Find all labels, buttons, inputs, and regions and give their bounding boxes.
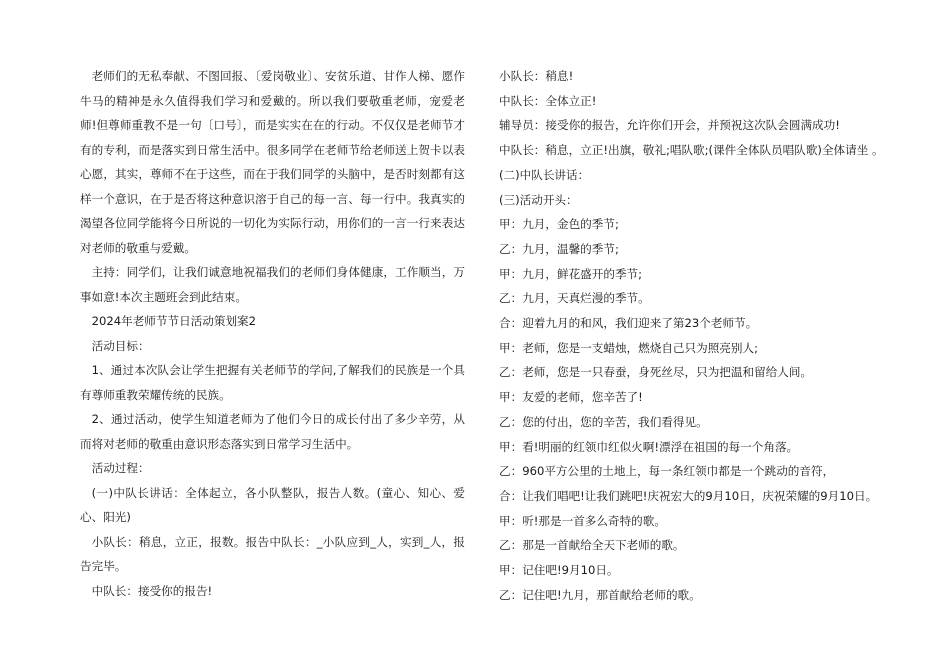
- dialogue-line: 小队长：稍息，立正，报数。报告中队长：_小队应到_人，实到_人，报告完毕。: [80, 534, 465, 573]
- goal-item-2: 2、通过活动，使学生知道老师为了他们今日的成长付出了多少辛劳，从而将对老师的敬重由意识形态落实到日常学习生活中。: [80, 412, 465, 451]
- section-title: 2024年老师节节日活动策划案2: [91, 314, 257, 328]
- dialogue-line: 乙：960平方公里的土地上，每一条红领巾都是一个跳动的音符，: [499, 464, 835, 479]
- dialogue-line: 乙：老师，您是一只春蚕，身死丝尽，只为把温和留给人间。: [499, 365, 813, 380]
- dialogue-line: 中队长：全体立正!: [499, 93, 597, 108]
- paragraph-host-closing: 主持：同学们，让我们诚意地祝福我们的老师们身体健康，工作顺当，万事如意!本次主题班会到此结束。: [80, 265, 465, 304]
- dialogue-line: 辅导员：接受你的报告，允许你们开会，并预祝这次队会圆满成功!: [499, 118, 840, 133]
- left-column: [80, 64, 465, 603]
- paragraph-respect-teachers: 老师们的无私奉献、不图回报、〔爱岗敬业〕、安贫乐道、甘作人梯、愿作牛马的精神是永久值得我们学习和爱戴的。所以我们要敬重老师，宠爱老师!但尊师重教不是一句〔口号〕，而是实实在在的行动。不仅仅是老师节才有的专利，而是落实到日常生活中。很多同学在老师节给老师送上贺卡以表心愿，其实，尊师不在于这些，而在于我们同学的头脑中，是否时刻都有这样一个意识，在于是否将这种意识溶于自己的每一言、每一行中。我真实的渴望各位同学能将今日所说的一切化为实际行动，用你们的一言一行来表达对老师的敬重与爱戴。: [80, 69, 465, 255]
- process-step-1: (一)中队长讲话：全体起立，各小队整队，报告人数。(童心、知心、爱心、阳光): [80, 485, 465, 524]
- process-heading: 活动过程：: [91, 461, 150, 475]
- dialogue-line: 乙：九月，温馨的季节;: [499, 241, 619, 256]
- dialogue-line: 甲：九月，金色的季节;: [499, 217, 619, 232]
- section-heading: (三)活动开头：: [499, 192, 578, 207]
- goal-item-1: 1、通过本次队会让学生把握有关老师节的学问,了解我们的民族是一个具有尊师重教荣耀传统的民族。: [80, 363, 465, 402]
- right-column: [499, 64, 884, 607]
- dialogue-line: 甲：九月，鲜花盛开的季节;: [499, 266, 643, 281]
- dialogue-line: 乙：您的付出，您的辛苦，我们看得见。: [499, 414, 708, 429]
- dialogue-line: 甲：记住吧!9月10日。: [499, 563, 619, 578]
- dialogue-line: 甲：听!那是一首多么奇特的歌。: [499, 513, 666, 528]
- dialogue-line: 甲：友爱的老师，您辛苦了!: [499, 390, 643, 405]
- section-heading: (二)中队长讲话：: [499, 167, 590, 182]
- goals-heading: 活动目标：: [91, 338, 150, 353]
- dialogue-line: 合：迎着九月的和风，我们迎来了第23个老师节。: [499, 316, 758, 331]
- dialogue-line: 中队长：接受你的报告!: [91, 583, 213, 598]
- dialogue-line: 乙：那是一首献给全天下老师的歌。: [499, 538, 685, 553]
- dialogue-line: 乙：记住吧!九月，那首献给老师的歌。: [499, 587, 701, 602]
- dialogue-line: 甲：看!明丽的红领巾红似火啊!漂浮在祖国的每一个角落。: [499, 439, 799, 454]
- dialogue-line: 乙：九月，天真烂漫的季节。: [499, 291, 650, 306]
- dialogue-line: 合：让我们唱吧!让我们跳吧!庆祝宏大的9月10日，庆祝荣耀的9月10日。: [499, 488, 878, 503]
- dialogue-line: 中队长：稍息，立正!出旗，敬礼;唱队歌;(课件全体队员唱队歌)全体请坐 。: [499, 143, 884, 158]
- dialogue-line: 甲：老师，您是一支蜡烛，燃烧自己只为照亮别人;: [499, 340, 758, 355]
- dialogue-line: 小队长：稍息!: [499, 69, 574, 83]
